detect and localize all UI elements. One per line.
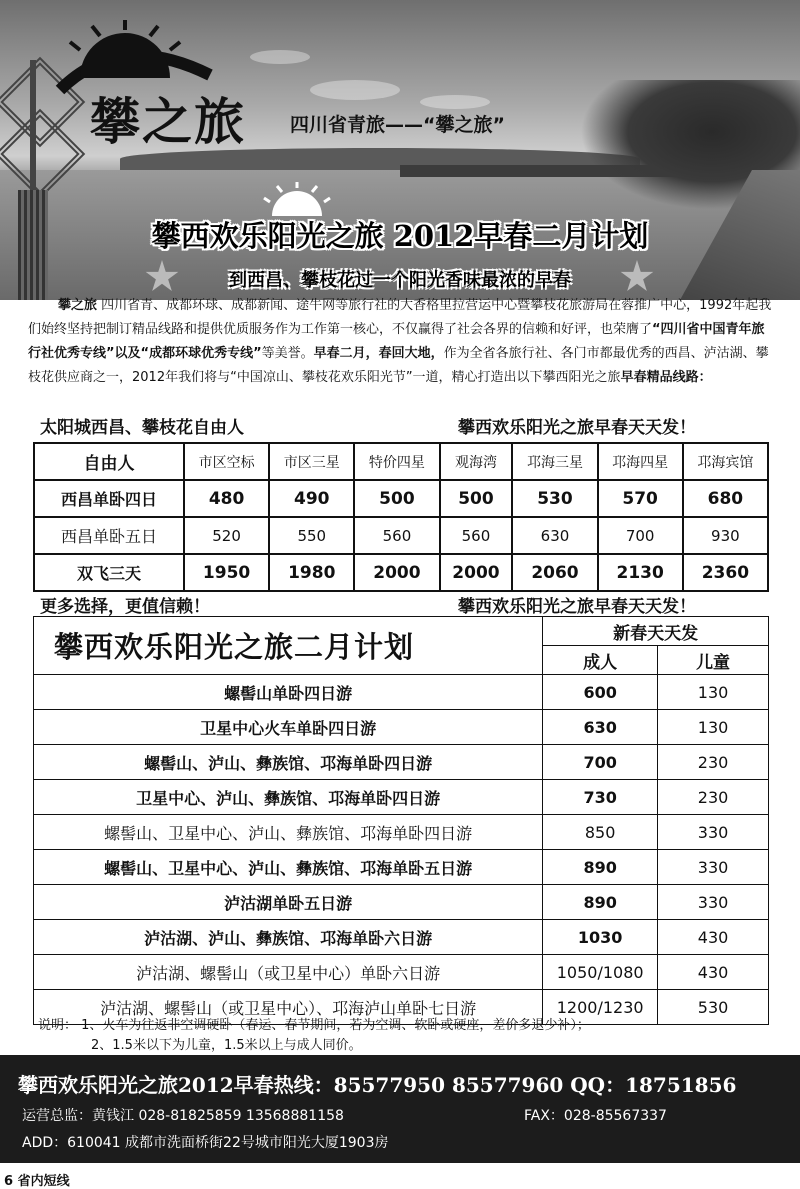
route-name: 泸沽湖、螺髻山（或卫星中心）单卧六日游 <box>34 955 543 990</box>
price-cell: 2000 <box>440 554 513 591</box>
fax-number: FAX：028-85567337 <box>524 1108 667 1124</box>
logo-text: 攀之旅 <box>90 92 246 151</box>
price-cell: 490 <box>269 480 354 517</box>
table-row <box>34 517 768 554</box>
adult-price: 600 <box>543 675 658 710</box>
row-label: 双飞三天 <box>34 554 184 591</box>
child-price: 430 <box>658 920 769 955</box>
intro-award: “四川省中国青年旅行社优秀专线”以及“成都环球优秀专线” <box>28 322 765 361</box>
table-row <box>34 675 769 710</box>
page-subtitle: 到西昌、攀枝花过一个阳光香味最浓的早春 <box>229 270 571 291</box>
table-header-cell: 特价四星 <box>354 443 439 480</box>
adult-price: 850 <box>543 815 658 850</box>
child-column-header: 儿童 <box>658 646 769 675</box>
child-price: 330 <box>658 885 769 920</box>
price-cell: 930 <box>683 517 768 554</box>
adult-column-header: 成人 <box>543 646 658 675</box>
route-name: 螺髻山、泸山、彝族馆、邛海单卧四日游 <box>34 745 543 780</box>
price-cell: 500 <box>354 480 439 517</box>
route-name: 螺髻山单卧四日游 <box>34 675 543 710</box>
price-cell: 570 <box>598 480 683 517</box>
table-row <box>34 745 769 780</box>
child-price: 230 <box>658 780 769 815</box>
price-cell: 480 <box>184 480 269 517</box>
adult-price: 730 <box>543 780 658 815</box>
price-cell: 2060 <box>512 554 597 591</box>
price-cell: 2130 <box>598 554 683 591</box>
note-line-1: 说明： 1、火车为往返非空调硬卧（春运、春节期间，若为空调、软卧或硬座，差价多退少补）； <box>38 1018 590 1033</box>
child-price: 530 <box>658 990 769 1025</box>
row-label: 西昌单卧五日 <box>34 517 184 554</box>
table-header-cell: 自由人 <box>34 443 184 480</box>
child-price: 330 <box>658 815 769 850</box>
price-cell: 560 <box>354 517 439 554</box>
adult-price: 1050/1080 <box>543 955 658 990</box>
table-row <box>34 815 769 850</box>
child-price: 130 <box>658 710 769 745</box>
route-name: 螺髻山、卫星中心、泸山、彝族馆、邛海单卧五日游 <box>34 850 543 885</box>
child-price: 130 <box>658 675 769 710</box>
intro-paragraph <box>28 294 776 390</box>
child-price: 430 <box>658 955 769 990</box>
price-cell: 630 <box>512 517 597 554</box>
route-name: 卫星中心、泸山、彝族馆、邛海单卧四日游 <box>34 780 543 815</box>
table-row <box>34 780 769 815</box>
table-header-cell: 邛海三星 <box>512 443 597 480</box>
contact-footer <box>0 1055 800 1163</box>
adult-price: 890 <box>543 850 658 885</box>
section2-right-heading: 攀西欢乐阳光之旅早春天天发！ <box>458 597 696 617</box>
table-row <box>34 480 768 517</box>
intro-spring: 早春二月，春回大地， <box>313 346 444 361</box>
note-line-2: 2、1.5米以下为儿童，1.5米以上与成人同价。 <box>91 1038 362 1053</box>
intro-text-4: 早春精品线路： <box>620 370 712 385</box>
intro-text-3: 作为全省各旅行社、各门市都最优秀的西昌、泸沽湖、攀枝花供应商之一，2012年我们将与“中国凉山、攀枝花欢乐阳光节”一道，精心打造出以下攀西阳光之旅 <box>28 346 769 385</box>
table-header-cell: 邛海四星 <box>598 443 683 480</box>
adult-price: 890 <box>543 885 658 920</box>
price-cell: 560 <box>440 517 513 554</box>
hero-banner <box>0 0 800 300</box>
table-row <box>34 554 768 591</box>
route-name: 泸沽湖单卧五日游 <box>34 885 543 920</box>
table-header-row <box>34 617 769 646</box>
table-header-cell: 市区三星 <box>269 443 354 480</box>
adult-price: 1200/1230 <box>543 990 658 1025</box>
table-header-cell: 市区空标 <box>184 443 269 480</box>
table-header-row <box>34 443 768 480</box>
page-title: 攀西欢乐阳光之旅 2012早春二月计划 <box>151 219 649 253</box>
section2-left-heading: 更多选择，更值信赖！ <box>40 597 210 617</box>
price-cell: 2360 <box>683 554 768 591</box>
table-row <box>34 710 769 745</box>
manager-contact: 运营总监：黄钱江 028-81825859 13568881158 <box>22 1108 344 1124</box>
logo-subtitle: 四川省青旅——“攀之旅” <box>290 114 505 136</box>
route-name: 螺髻山、卫星中心、泸山、彝族馆、邛海单卧四日游 <box>34 815 543 850</box>
price-cell: 500 <box>440 480 513 517</box>
child-price: 330 <box>658 850 769 885</box>
group-header: 新春天天发 <box>543 617 769 646</box>
route-name: 泸沽湖、螺髻山（或卫星中心）、邛海泸山单卧七日游 <box>34 990 543 1025</box>
price-cell: 700 <box>598 517 683 554</box>
intro-text-2: 等美誉。 <box>261 346 314 361</box>
table-header-cell: 邛海宾馆 <box>683 443 768 480</box>
table-row <box>34 850 769 885</box>
section1-left-heading: 太阳城西昌、攀枝花自由人 <box>40 418 244 438</box>
intro-brand: 攀之旅 <box>58 298 98 313</box>
hotline: 攀西欢乐阳光之旅2012早春热线：85577950 85577960 QQ：18751856 <box>18 1073 737 1097</box>
plan-table-title: 攀西欢乐阳光之旅二月计划 <box>34 617 543 675</box>
price-cell: 520 <box>184 517 269 554</box>
price-cell: 530 <box>512 480 597 517</box>
price-cell: 1950 <box>184 554 269 591</box>
address: ADD：610041 成都市洗面桥街22号城市阳光大厦1903房 <box>22 1135 389 1151</box>
table-row <box>34 955 769 990</box>
price-cell: 550 <box>269 517 354 554</box>
price-cell: 2000 <box>354 554 439 591</box>
small-sun-icon <box>262 182 332 216</box>
adult-price: 1030 <box>543 920 658 955</box>
adult-price: 630 <box>543 710 658 745</box>
price-cell: 1980 <box>269 554 354 591</box>
price-cell: 680 <box>683 480 768 517</box>
child-price: 230 <box>658 745 769 780</box>
table-header-cell: 观海湾 <box>440 443 513 480</box>
table-row <box>34 885 769 920</box>
free-travel-price-table <box>33 442 769 592</box>
route-name: 泸沽湖、泸山、彝族馆、邛海单卧六日游 <box>34 920 543 955</box>
table-row <box>34 920 769 955</box>
february-plan-table <box>33 616 769 1025</box>
row-label: 西昌单卧四日 <box>34 480 184 517</box>
notes <box>38 1016 590 1056</box>
page-footer: 6 省内短线 <box>4 1174 70 1189</box>
intro-text-1: 四川省青、成都环球、成都新闻、途牛网等旅行社的大香格里拉营运中心暨攀枝花旅游局在蓉推广中心，1992年起我们始终坚持把制订精品线路和提供优质服务作为工作第一核心，不仅赢得了社会各界的信赖和好评，也荣膺了 <box>28 298 772 337</box>
route-name: 卫星中心火车单卧四日游 <box>34 710 543 745</box>
adult-price: 700 <box>543 745 658 780</box>
section1-right-heading: 攀西欢乐阳光之旅早春天天发！ <box>458 418 696 438</box>
